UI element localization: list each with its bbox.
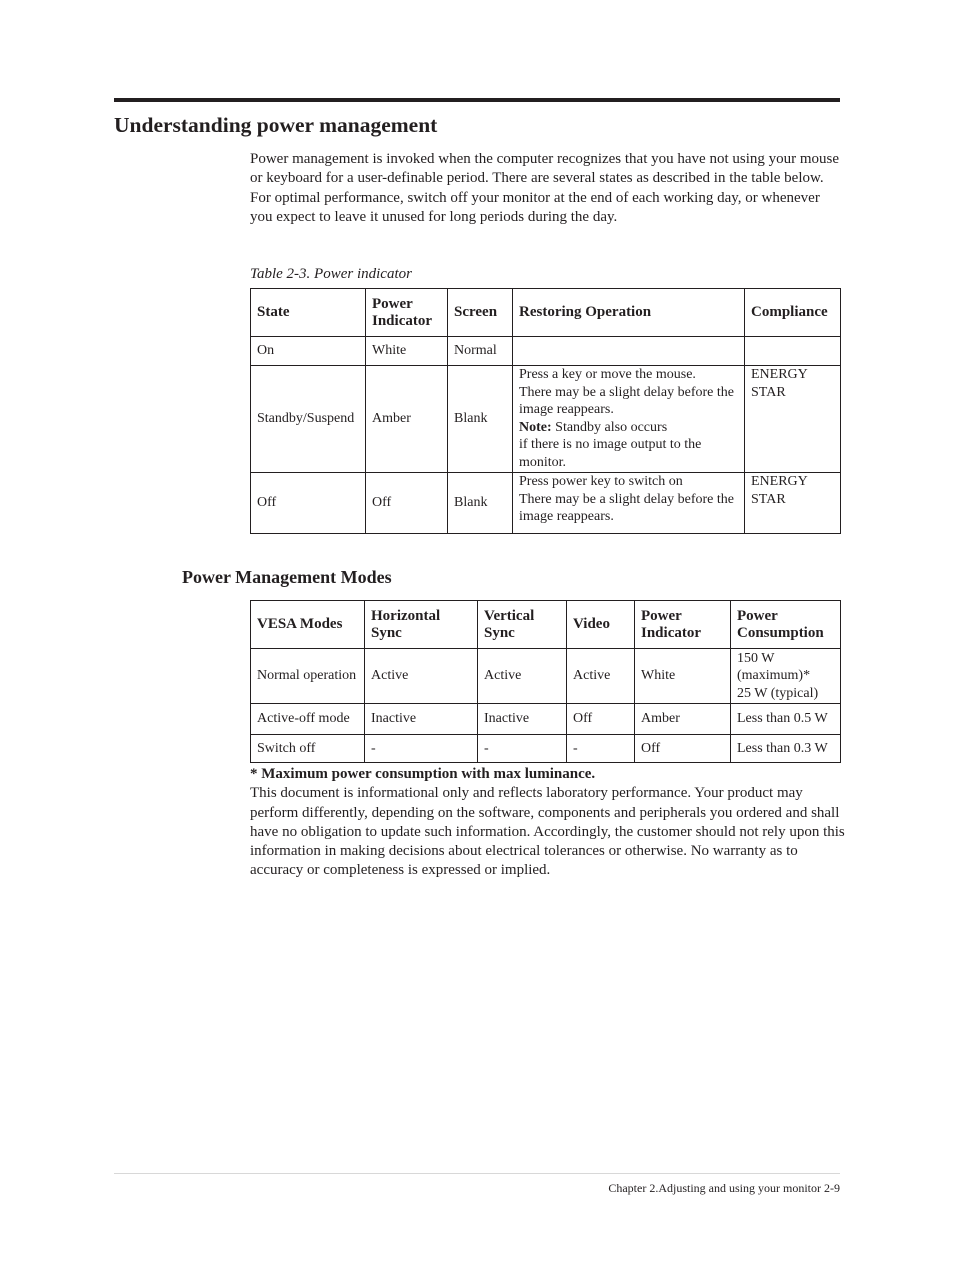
cell-vsync: Active: [478, 649, 567, 704]
cell-restoring: [513, 337, 745, 366]
header-line: Indicator: [372, 312, 432, 329]
cell-mode: Normal operation: [251, 649, 365, 704]
header-line: Consumption: [737, 624, 824, 641]
restoring-line: There may be a slight delay before the: [519, 491, 734, 507]
cell-restoring: [513, 366, 745, 473]
restoring-line: Press power key to switch on: [519, 474, 683, 489]
disclaimer-text: This document is informational only and reflects laboratory performance. Your product may perform differently, depending on the software, components and peripherals you ordered and shall have no obligation to update such information. Accordingly, the customer should not rely upon this information in making decisions about electrical tolerances or otherwise. No warranty as to accuracy or completeness is expressed or implied.: [250, 785, 845, 879]
header-line: Sync: [371, 624, 402, 641]
cell-screen: Blank: [448, 473, 513, 534]
restoring-line: Press a key or move the mouse.: [519, 367, 696, 382]
page-title: Understanding power management: [114, 113, 438, 137]
cell-compliance: [745, 337, 841, 366]
header-vesa-modes: VESA Modes: [251, 601, 365, 649]
consumption-line: 25 W (typical): [737, 685, 819, 701]
restoring-line: There may be a slight delay before the: [519, 384, 734, 400]
top-rule: [114, 98, 840, 102]
section-heading: Power Management Modes: [182, 567, 392, 587]
cell-state: Standby/Suspend: [251, 366, 366, 473]
header-power-indicator: [366, 289, 448, 337]
cell-mode: Active-off mode: [251, 704, 365, 735]
header-restoring-operation: Restoring Operation: [513, 289, 745, 337]
consumption-line: 150 W: [737, 650, 775, 666]
header-vertical-sync: [478, 601, 567, 649]
restoring-line: image reappears.: [519, 402, 614, 417]
intro-text: [250, 150, 845, 227]
intro-paragraph-2: For optimal performance, switch off your monitor at the end of each working day, or whenever you expect to leave it unused for long periods during the day.: [250, 189, 820, 225]
header-video: Video: [567, 601, 635, 649]
table-row: [251, 473, 841, 534]
compliance-line: STAR: [751, 384, 786, 400]
header-horizontal-sync: [365, 601, 478, 649]
power-indicator-table: [250, 288, 841, 534]
cell-compliance: [745, 473, 841, 534]
cell-screen: Normal: [448, 337, 513, 366]
cell-indicator: White: [366, 337, 448, 366]
header-line: Power: [737, 607, 778, 624]
consumption-line: (maximum)*: [737, 668, 811, 684]
header-line: Sync: [484, 624, 515, 641]
cell-video: Active: [567, 649, 635, 704]
power-modes-table: [250, 600, 841, 763]
header-power-indicator: [635, 601, 731, 649]
header-power-consumption: [731, 601, 841, 649]
cell-indicator: Off: [366, 473, 448, 534]
compliance-line: ENERGY: [751, 474, 808, 489]
page-footer: Chapter 2.Adjusting and using your monitor 2-9: [608, 1181, 840, 1195]
header-line: Power: [372, 295, 413, 312]
compliance-line: STAR: [751, 491, 786, 507]
table-row: [251, 735, 841, 763]
cell-hsync: -: [365, 735, 478, 763]
cell-video: Off: [567, 704, 635, 735]
cell-indicator: Amber: [635, 704, 731, 735]
footer-rule: [114, 1173, 840, 1174]
cell-screen: Blank: [448, 366, 513, 473]
table-row: [251, 337, 841, 366]
cell-hsync: Active: [365, 649, 478, 704]
restoring-line: if there is no image output to the: [519, 437, 702, 452]
cell-state: Off: [251, 473, 366, 534]
cell-indicator: Amber: [366, 366, 448, 473]
cell-indicator: Off: [635, 735, 731, 763]
note-text: Standby also occurs: [551, 419, 668, 435]
cell-state: On: [251, 337, 366, 366]
table-row: [251, 366, 841, 473]
table-row: [251, 704, 841, 735]
footnote: [250, 765, 845, 881]
table-header-row: [251, 289, 841, 337]
intro-paragraph-1: Power management is invoked when the computer recognizes that you have not using your mouse or keyboard for a user-definable period. There are several states as described in the table below.: [250, 151, 840, 187]
footnote-bold: * Maximum power consumption with max luminance.: [250, 766, 596, 782]
cell-compliance: [745, 366, 841, 473]
header-compliance: Compliance: [745, 289, 841, 337]
compliance-line: ENERGY: [751, 367, 808, 382]
table-row: [251, 649, 841, 704]
cell-mode: Switch off: [251, 735, 365, 763]
header-line: Horizontal: [371, 607, 441, 624]
header-state: State: [251, 289, 366, 337]
header-line: Vertical: [484, 607, 535, 624]
header-line: Indicator: [641, 624, 701, 641]
restoring-line: monitor.: [519, 454, 567, 470]
header-line: Power: [641, 607, 682, 624]
cell-video: -: [567, 735, 635, 763]
cell-hsync: Inactive: [365, 704, 478, 735]
note-label: Note:: [519, 419, 552, 435]
header-screen: Screen: [448, 289, 513, 337]
table-header-row: [251, 601, 841, 649]
restoring-line: image reappears.: [519, 509, 614, 524]
cell-consumption: Less than 0.3 W: [731, 735, 841, 763]
cell-consumption: [731, 649, 841, 704]
table-caption: Table 2-3. Power indicator: [250, 266, 412, 282]
cell-indicator: White: [635, 649, 731, 704]
cell-restoring: [513, 473, 745, 534]
cell-vsync: -: [478, 735, 567, 763]
cell-vsync: Inactive: [478, 704, 567, 735]
cell-consumption: Less than 0.5 W: [731, 704, 841, 735]
